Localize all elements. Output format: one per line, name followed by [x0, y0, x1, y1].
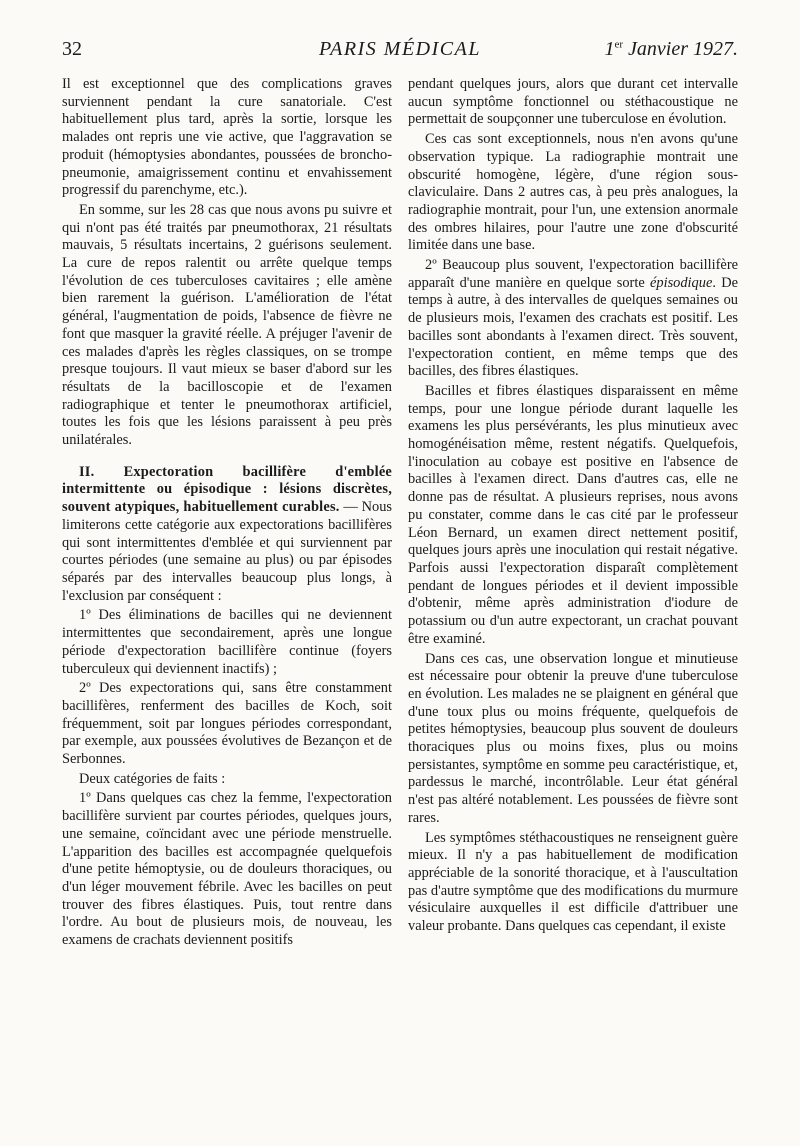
paragraph: Deux catégories de faits :	[79, 770, 226, 787]
paragraph: pendant quelques jours, alors que durant cet intervalle aucun symptôme fonctionnel ou stéthacoustique ne permettait de soupçonner une tuberculose en évolution.	[408, 76, 738, 128]
paragraph: Dans ces cas, une observation longue et minutieuse est nécessaire pour obtenir la preuve d'une tuberculose en évolution. Les malades ne se plaignent en général que d'une toux plus ou moins fréquente, quelquefois de petites hémoptysies, beaucoup plus souvent de douleurs thoraciques plus ou moins fixes, plus ou moins persistantes, symptôme en somme peu caractéristique, et, pardessus le marché, incontrôlable. Leur état général n'est pas altéré notablement. Les poussées de fièvre sont rares.	[408, 650, 738, 826]
section-text: — Nous limiterons cette catégorie aux expectorations bacillifères qui sont intermittentes d'emblée et qui surviennent par courtes périodes (une semaine au plus) ou par épisodes séparés par des intervalles beaucoup plus longs, à l'exclusion par conséquent :	[62, 499, 392, 604]
section-paragraph	[62, 464, 392, 606]
paragraph: 2º Beaucoup plus souvent, l'expectoration bacillifère apparaît d'une manière en quelque sorte épisodique. De temps à autre, à des intervalles de quelques semaines ou de plusieurs mois, l'examen des crachats est positif. Les bacilles sont abondants à l'examen direct. Très souvent, l'expectoration contient, en même temps que des bacilles, des fibres élastiques.	[408, 257, 738, 380]
paragraph: 1º Des éliminations de bacilles qui ne deviennent intermittentes que secondairement, après une longue période d'expectoration bacillifère continue (foyers tuberculeux qui deviennent inactifs) ;	[62, 607, 392, 677]
paragraph: 2º Des expectorations qui, sans être constamment bacillifères, renferment des bacilles de Koch, soit fréquemment, soit par longues périodes correspondant, par exemple, aux poussées évolutives de Bezançon et de Serbonnes.	[62, 680, 392, 768]
paragraph: En somme, sur les 28 cas que nous avons pu suivre et qui n'ont pas été traités par pneumothorax, 21 résultats mauvais, 5 résultats incertains, 2 guérisons seulement. La cure de repos ralentit ou arrête quelque temps l'évolution de ces tuberculoses cavitaires ; elle amène bien rarement la guérison. L'amélioration de l'état général, l'augmentation de poids, l'absence de fièvre ne font que masquer la gravité réelle. A préjuger l'avenir de ces malades d'après les règles classiques, on se trompe presque toujours. Il vaut mieux se baser d'abord sur les résultats de la bacilloscopie et de l'examen radiographique et tenter le pneumothorax artificiel, toutes les fois que les lésions paraissent à peu près unilatérales.	[62, 201, 392, 449]
paragraph: 1º Dans quelques cas chez la femme, l'expectoration bacillifère survient par courtes périodes, quelques jours, une semaine, coïncidant avec une période menstruelle. L'apparition des bacilles est accompagnée quelquefois d'une petite hémoptysie, ou de douleurs thoraciques, ou d'un léger mouvement fébrile. Avec les bacilles on peut trouver des fibres élastiques. Puis, tout rentre dans l'ordre. Au bout de plusieurs mois, de nouveau, les examens de crachats deviennent positifs	[62, 790, 392, 949]
journal-title: PARIS MÉDICAL	[319, 38, 481, 60]
paragraph: Ces cas sont exceptionnels, nous n'en avons qu'une observation typique. La radiographie montrait une obscurité homogène, légère, d'une région sous-claviculaire. Dans 2 autres cas, à peu près analogues, la radiographie montrait, pour l'un, une extension anormale des ombres hilaires, pour l'autre une zone d'obscurité limitée dans une base.	[408, 131, 738, 254]
paragraph: Bacilles et fibres élastiques disparaissent en même temps, pour une longue période durant laquelle les examens les plus persévérants, les plus minutieux avec homogénéisation même, restent négatifs. Quelquefois, l'inoculation au cobaye est positive en l'absence de bacilles à l'examen direct. Dans d'autres cas, elle ne donne pas de résultat. A plusieurs reprises, nous avons pu constater, comme dans le cas cité par le professeur Léon Bernard, un examen direct nettement positif, quelques jours après une inoculation qui restait négative. Parfois aussi l'expectoration disparaît complètement pendant de longues périodes et il devient impossible d'obtenir, même après administration d'iodure de potassium ou d'un autre expectorant, un crachat pouvant être examiné.	[408, 382, 738, 647]
section-title: II. Expectoration bacillifère d'emblée intermittente ou épisodique : lésions discrètes, souvent atypiques, habituellement curables.	[62, 463, 392, 516]
left-column	[62, 76, 392, 952]
paragraph: Les symptômes stéthacoustiques ne renseignent guère mieux. Il n'y a pas habituellement de modification appréciable de la sonorité thoracique, et à l'auscultation pas d'autre symptôme que des modifications du murmure vésiculaire auxquelles il est difficile d'attribuer une valeur probante. Dans quelques cas cependant, il existe	[408, 829, 738, 935]
running-header	[62, 38, 738, 64]
paragraph: Il est exceptionnel que des complications graves surviennent pendant la cure sanatoriale. C'est habituellement plus tard, après la sortie, lorsque les malades ont repris une vie active, que l'aggravation se produit (hémoptysies abondantes, poussées de broncho-pneumonie, amaigrissement continu et envahissement progressif du parenchyme, etc.).	[62, 76, 392, 199]
page-number: 32	[62, 38, 82, 60]
emphasis: épisodique	[649, 274, 713, 291]
issue-date: 1er Janvier 1927.	[604, 38, 738, 60]
right-column	[408, 76, 738, 938]
